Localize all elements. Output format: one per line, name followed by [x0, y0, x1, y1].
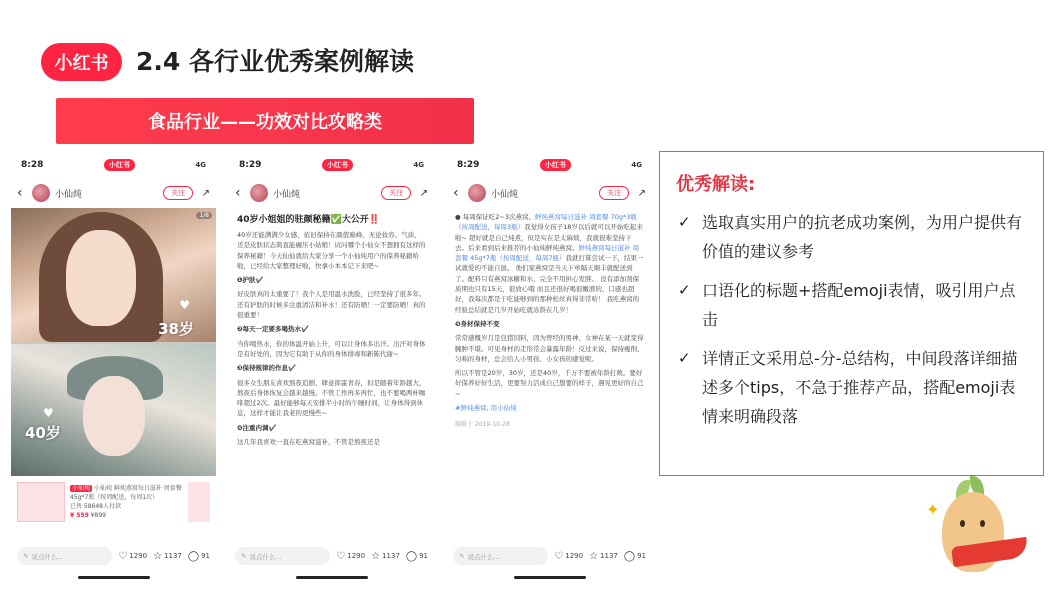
note-header [229, 178, 434, 208]
follow-button[interactable]: 关注 [163, 186, 193, 200]
bottom-action-bar [11, 544, 216, 568]
check-icon: ✓ [678, 213, 691, 231]
closing-text: 所以不管是20岁，30岁，还是40岁，千万不要被年龄打败。要好好保养好好生活，更要努力活成自己想要的样子，遇见更好的自己~ [455, 369, 644, 398]
mascot-illustration [922, 470, 1032, 580]
status-bar [447, 152, 652, 178]
comment-input[interactable]: ✎ 说点什么... [17, 547, 112, 565]
point-text: 选取真实用户的抗老成功案例，为用户提供有价值的建议参考 [702, 213, 1023, 261]
post-body [229, 230, 434, 447]
product-card[interactable] [11, 476, 216, 528]
product-text: 小仙炖 鲜炖燕窝每日滋补 周套餐 45g*7瓶（按周配送，每周1次） [70, 485, 182, 501]
post-title: 40岁小姐姐的驻颜秘籍✅大公开‼️ [237, 215, 380, 225]
app-logo: 小红书 [322, 159, 353, 171]
product-thumbnail [17, 482, 65, 522]
back-arrow-icon[interactable]: ‹ [453, 185, 459, 201]
share-icon[interactable]: ↗ [637, 187, 646, 199]
app-logo: 小红书 [104, 159, 135, 171]
mascot-eye [960, 520, 965, 527]
analysis-panel [659, 151, 1044, 476]
product-link[interactable]: 鲜炖燕窝每日滋补 周套餐 70g*3瓶（按周配送，每周3瓶） [455, 213, 637, 232]
home-indicator [78, 576, 150, 579]
post-body [447, 208, 652, 413]
section-title: ❷每天一定要多喝热水✔️ [237, 325, 310, 334]
heart-icon: ♡ [118, 550, 128, 562]
status-time: 8:29 [239, 160, 262, 170]
section-text: 很多女生朋友喜欢熬夜追剧、肆意挥霍青春，但是随着年龄越大，熬夜后身体恢复会越来越慢。不管工作再多再忙，也不要喝两杯咖啡超过2次。最好能够每天安排半小时的午睡时间，让身体得到休息，这样才能让我老的更慢些~ [237, 378, 426, 418]
follow-button[interactable]: 关注 [599, 186, 629, 200]
app-logo: 小红书 [540, 159, 571, 171]
collect-button[interactable]: ☆ 1137 [153, 550, 182, 562]
age-label-bottom: 40岁 [25, 424, 61, 442]
lightbulb-icon: ✦ [926, 500, 940, 519]
heart-icon: ♡ [336, 550, 346, 562]
phone-screenshot-3 [447, 152, 652, 582]
comment-button[interactable]: ◯ 91 [405, 550, 428, 562]
author-name[interactable]: 小仙炖 [273, 189, 301, 200]
mascot-eye [980, 520, 985, 527]
share-icon[interactable]: ↗ [419, 187, 428, 199]
heart-icon: ♡ [554, 550, 564, 562]
comment-icon: ◯ [187, 550, 200, 562]
section-text: 常常感慨岁月是包猪饲料，因为曾经的男神、女神在某一天就变得臃肿不堪。可见身材的走形常会暴露年龄！反过来说，保持瘦削、匀称的身材，总会给人小男孩、小女孩的感觉呢。 [455, 334, 644, 363]
section-text: 好皮肤真的太重要了！我个人是用温水洗脸，已经坚持了很多年。还有护肤的时候多注重清洁和补水！还有防晒！一定要防晒！真的很重要！ [237, 290, 426, 320]
section-title: ❺身材保持不变 [455, 319, 500, 328]
home-indicator [514, 576, 586, 579]
check-icon: ✓ [678, 349, 691, 367]
point-text: 详情正文采用总-分-总结构，中间段落详细描述多个tips，不急于推荐产品，搭配emoji表情来明确段落 [702, 349, 1018, 426]
phone-screenshot-2 [229, 152, 434, 582]
status-bar [229, 152, 434, 178]
avatar[interactable] [468, 184, 486, 202]
section-text: 当你喝热水，你的体温开始上升，可以让身体多出汗。出汗对身体是有好处的，因为它有助于从你的身体排毒和新陈代谢~ [237, 339, 426, 358]
comment-input[interactable]: ✎ 说点什么... [235, 547, 330, 565]
home-indicator [296, 576, 368, 579]
analysis-point [676, 344, 1029, 431]
back-arrow-icon[interactable]: ‹ [17, 185, 23, 201]
point-text: 口语化的标题+搭配emoji表情，吸引用户点击 [702, 281, 1016, 329]
panel-title: 优秀解读: [676, 174, 756, 195]
share-icon[interactable]: ↗ [201, 187, 210, 199]
edit-date: 编辑于 2019-10-28 [455, 421, 510, 429]
like-button[interactable]: ♡ 1290 [336, 550, 366, 562]
page-title: 2.4 各行业优秀案例解读 [136, 47, 414, 76]
status-bar [11, 152, 216, 178]
product-badge: 小仙炖 [72, 485, 91, 492]
section-text: 这几年我喜欢一直在吃燕窝滋补，不管是熬夜还是 [237, 438, 380, 447]
phone-screenshot-1 [11, 152, 216, 582]
portrait-face [83, 376, 145, 456]
analysis-point [676, 208, 1029, 266]
xiaohongshu-logo: 小红书 [41, 43, 122, 81]
bottom-action-bar [229, 544, 434, 568]
heart-icon: ♥ [179, 298, 190, 312]
product-link[interactable]: 鲜炖燕窝每日滋补 周套餐 45g*7瓶（按周配送，每周7瓶） [455, 243, 640, 263]
heart-icon: ♥ [43, 406, 54, 420]
signal-indicator: 4G [195, 161, 206, 169]
check-icon: ✓ [678, 281, 691, 299]
section-title: ❹注重内调✔️ [237, 423, 277, 432]
age-label-top: 38岁 [158, 320, 194, 338]
signal-indicator: 4G [631, 161, 642, 169]
note-image[interactable] [11, 208, 216, 476]
product-price: ¥ 559 [70, 512, 89, 519]
note-header [11, 178, 216, 208]
note-header [447, 178, 652, 208]
signal-indicator: 4G [413, 161, 424, 169]
author-name[interactable]: 小仙炖 [491, 189, 519, 200]
comment-button[interactable]: ◯ 91 [623, 550, 646, 562]
status-time: 8:28 [21, 160, 44, 170]
product-thumbnail [188, 482, 210, 522]
pencil-icon: ✎ [459, 552, 465, 560]
comment-button[interactable]: ◯ 91 [187, 550, 210, 562]
product-info [70, 484, 183, 520]
pencil-icon: ✎ [241, 552, 247, 560]
star-icon: ☆ [589, 550, 599, 562]
comment-icon: ◯ [405, 550, 418, 562]
section-banner: 食品行业——功效对比攻略类 [56, 98, 474, 144]
author-name[interactable]: 小仙炖 [55, 189, 83, 200]
collect-button[interactable]: ☆ 1137 [371, 550, 400, 562]
avatar[interactable] [250, 184, 268, 202]
star-icon: ☆ [371, 550, 381, 562]
image-page-count: 1/8 [196, 212, 212, 219]
collect-button[interactable]: ☆ 1137 [589, 550, 618, 562]
topic-tag[interactable]: #鲜炖燕窝, 用小仙炖 [455, 404, 517, 413]
avatar[interactable] [32, 184, 50, 202]
star-icon: ☆ [153, 550, 163, 562]
post-intro: 40岁还能满满少女感，依旧保持在颜值巅峰，无论妆容、气质、还是皮肤状态简直能碾压小姑娘！试问哪个小仙女不想拥有这样的保养秘籍！今天仙仙就给大家分享一个小仙炖用户的保养秘籍哈啦，已经给大家整理好啦，快拿小本本记下来吧~ [237, 231, 426, 270]
paragraph: ● 每周保证吃2~3次燕窝。鲜炖燕窝每日滋补 周套餐 70g*3瓶（按周配送，每周3瓶）我觉得女孩子18岁以后就可以开始吃起来啦~ 超好就是自己炖煮，但是实在是太麻烦，我就很难坚持下去。后来看到后来推荐的小仙炖鲜炖燕窝。鲜炖燕窝每日滋补 周套餐 45g*7瓶（按周配送，每周7瓶）我就打算尝试一下，结果一试就爱的不能自拔。 他们家燕窝是当天下单隔天顺丰就配送到了。配料只有燕窝冰糖和水，完全不用担心发胖。 没有添加剂保质期也只有15天，很放心哦 而且还很好喝很嫩滑的，口感也超好，我每次都是干吃能够到的那种松丝真得非常哈！ 我吃燕窝的经验总结就是几岁开始吃就冻龄在几岁！ [455, 213, 644, 314]
bottom-action-bar [447, 544, 652, 568]
like-button[interactable]: ♡ 1290 [118, 550, 148, 562]
comment-input[interactable]: ✎ 说点什么... [453, 547, 548, 565]
section-title: ❶护肤✔️ [237, 276, 264, 285]
product-price-old: ¥899 [90, 512, 106, 519]
analysis-point [676, 276, 1029, 334]
section-title: ❸保持规律的作息✔️ [237, 364, 297, 373]
portrait-face [66, 230, 136, 326]
comment-icon: ◯ [623, 550, 636, 562]
back-arrow-icon[interactable]: ‹ [235, 185, 241, 201]
product-sold: 已售 58648人付款 [70, 503, 121, 510]
like-button[interactable]: ♡ 1290 [554, 550, 584, 562]
follow-button[interactable]: 关注 [381, 186, 411, 200]
status-time: 8:29 [457, 160, 480, 170]
pencil-icon: ✎ [23, 552, 29, 560]
